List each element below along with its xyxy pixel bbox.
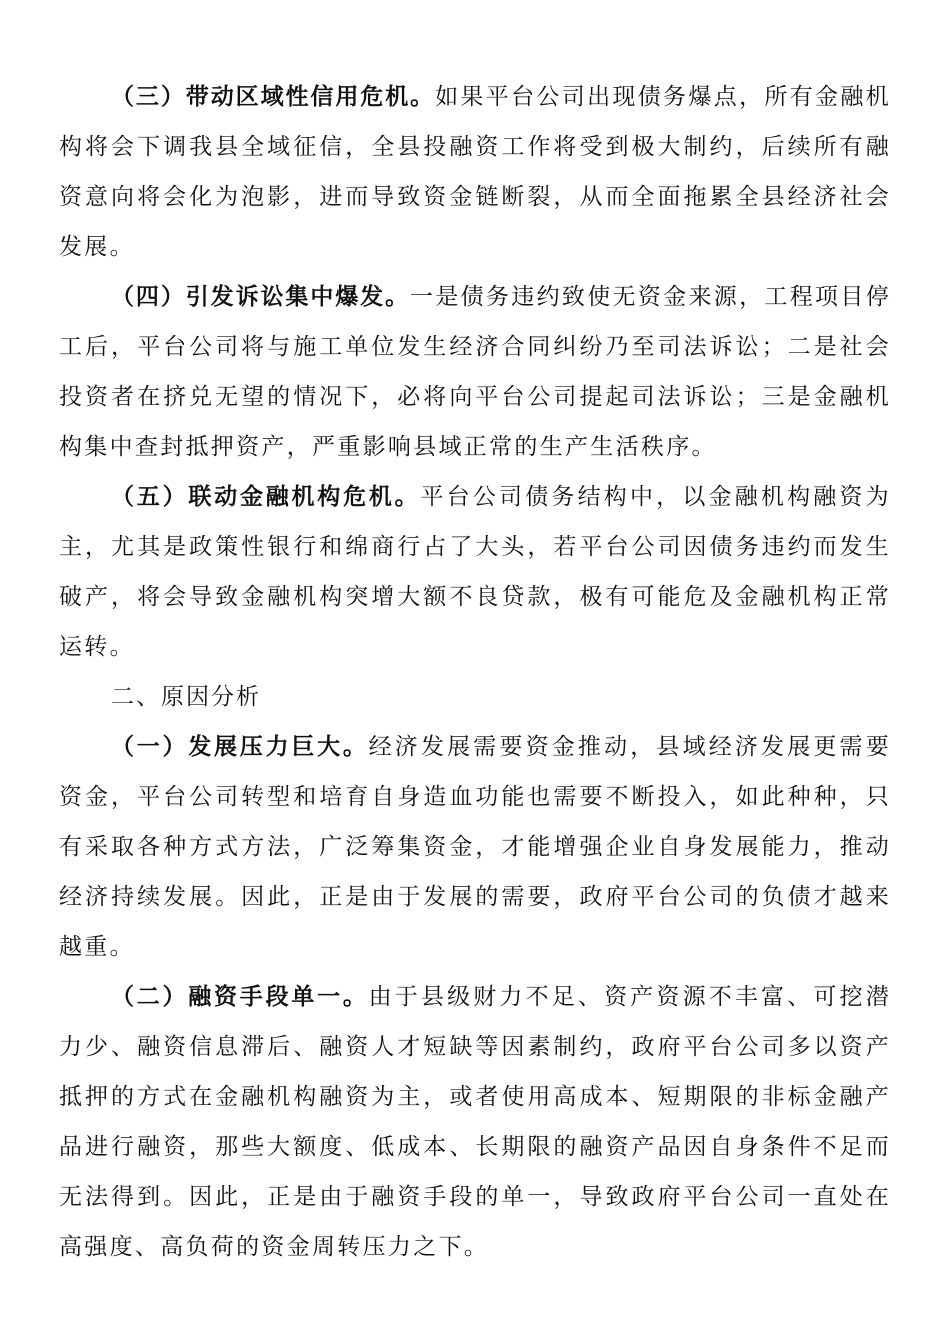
paragraph-lead: （一）发展压力巨大。	[111, 734, 369, 760]
paragraph-lead: （五）联动金融机构危机。	[111, 484, 421, 510]
paragraph-development-pressure	[59, 722, 891, 972]
paragraph-single-financing-means	[59, 972, 891, 1272]
paragraph-body: 平台公司债务结构中，以金融机构融资为主，尤其是政策性银行和绵商行占了大头，若平台公司因债务违约而发生破产，将会导致金融机构突增大额不良贷款，极有可能危及金融机构正常运转。	[59, 484, 891, 660]
document-page	[59, 72, 891, 1272]
paragraph-body: 如果平台公司出现债务爆点，所有金融机构将会下调我县全域征信，全县投融资工作将受到极大制约，后续所有融资意向将会化为泡影，进而导致资金链断裂，从而全面拖累全县经济社会发展。	[59, 84, 891, 260]
paragraph-body: 经济发展需要资金推动，县域经济发展更需要资金，平台公司转型和培育自身造血功能也需要不断投入，如此种种，只有采取各种方式方法，广泛筹集资金，才能增强企业自身发展能力，推动经济持续发展。因此，正是由于发展的需要，政府平台公司的负债才越来越重。	[59, 734, 892, 960]
paragraph-litigation-outbreak	[59, 272, 891, 472]
paragraph-lead: （三）带动区域性信用危机。	[111, 84, 436, 110]
paragraph-body: 由于县级财力不足、资产资源不丰富、可挖潜力少、融资信息滞后、融资人才短缺等因素制约，政府平台公司多以资产抵押的方式在金融机构融资为主，或者使用高成本、短期限的非标金融产品进行融资，那些大额度、低成本、长期限的融资产品因自身条件不足而无法得到。因此，正是由于融资手段的单一，导致政府平台公司一直处在高强度、高负荷的资金周转压力之下。	[59, 984, 892, 1260]
paragraph-lead: （四）引发诉讼集中爆发。	[111, 284, 410, 310]
paragraph-body: 一是债务违约致使无资金来源，工程项目停工后，平台公司将与施工单位发生经济合同纠纷乃至司法诉讼；二是社会投资者在挤兑无望的情况下，必将向平台公司提起司法诉讼；三是金融机构集中查封抵押资产，严重影响县域正常的生产生活秩序。	[59, 284, 891, 460]
paragraph-regional-credit-crisis	[59, 72, 891, 272]
section-heading: 二、原因分析	[111, 684, 261, 710]
paragraph-lead: （二）融资手段单一。	[111, 984, 369, 1010]
paragraph-financial-institution-crisis	[59, 472, 891, 672]
